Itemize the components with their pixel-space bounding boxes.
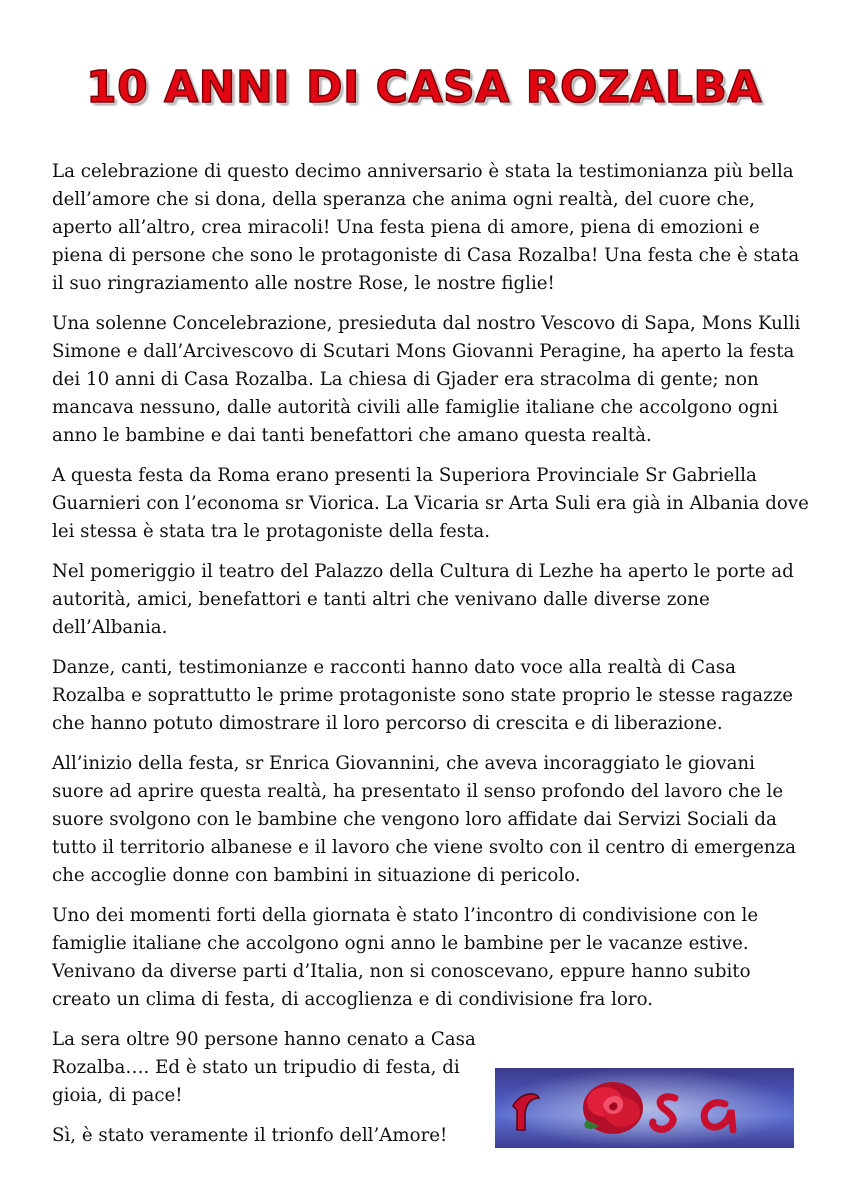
paragraph-2: Una solenne Concelebrazione, presieduta dal nostro Vescovo di Sapa, Mons Kulli Simone e dall’Arcivescovo di Scutari Mons Giovanni Peragine, ha aperto la festa dei 10 anni di Casa Rozalba. La chiesa di Gjader era stracolma di gente; non mancava nessuno, dalle autorità civili alle famiglie italiane che accolgono ogni anno le bambine e dai tanti benefattori che amano questa realtà. xyxy=(52,313,801,446)
page-title: 10 ANNI DI CASA ROZALBA xyxy=(86,62,762,113)
rose-icon xyxy=(495,1068,794,1148)
paragraph-1: La celebrazione di questo decimo anniversario è stata la testimonianza più bella dell’amore che si dona, della speranza che anima ogni realtà, del cuore che, aperto all’altro, crea miracoli! Una festa piena di amore, piena di emozioni e piena di persone che sono le protagoniste di Casa Rozalba! Una festa che è stata il suo ringraziamento alle nostre Rose, le nostre figlie! xyxy=(52,161,800,294)
article-body xyxy=(52,158,812,1162)
rosa-logo xyxy=(495,1068,794,1148)
paragraph-3: A questa festa da Roma erano presenti la Superiora Provinciale Sr Gabriella Guarnieri con l’economa sr Viorica. La Vicaria sr Arta Suli era già in Albania dove lei stessa è stata tra le protagoniste della festa. xyxy=(52,465,809,542)
paragraph-8: La sera oltre 90 persone hanno cenato a Casa Rozalba…. Ed è stato un tripudio di festa, di gioia, di pace! xyxy=(52,1029,476,1106)
paragraph-7: Uno dei momenti forti della giornata è stato l’incontro di condivisione con le famiglie italiane che accolgono ogni anno le bambine per le vacanze estive. Venivano da diverse parti d’Italia, non si conoscevano, eppure hanno subito creato un clima di festa, di accoglienza e di condivisione fra loro. xyxy=(52,905,759,1010)
paragraph-9: Sì, è stato veramente il trionfo dell’Amore! xyxy=(52,1125,448,1146)
paragraph-5: Danze, canti, testimonianze e racconti hanno dato voce alla realtà di Casa Rozalba e soprattutto le prime protagoniste sono state proprio le stesse ragazze che hanno potuto dimostrare il loro percorso di crescita e di liberazione. xyxy=(52,657,794,734)
paragraph-6: All’inizio della festa, sr Enrica Giovannini, che aveva incoraggiato le giovani suore ad aprire questa realtà, ha presentato il senso profondo del lavoro che le suore svolgono con le bambine che vengono loro affidate dai Servizi Sociali da tutto il territorio albanese e il lavoro che viene svolto con il centro di emergenza che accoglie donne con bambini in situazione di pericolo. xyxy=(52,753,797,886)
paragraph-4: Nel pomeriggio il teatro del Palazzo della Cultura di Lezhe ha aperto le porte ad autorità, amici, benefattori e tanti altri che venivano dalle diverse zone dell’Albania. xyxy=(52,561,794,638)
